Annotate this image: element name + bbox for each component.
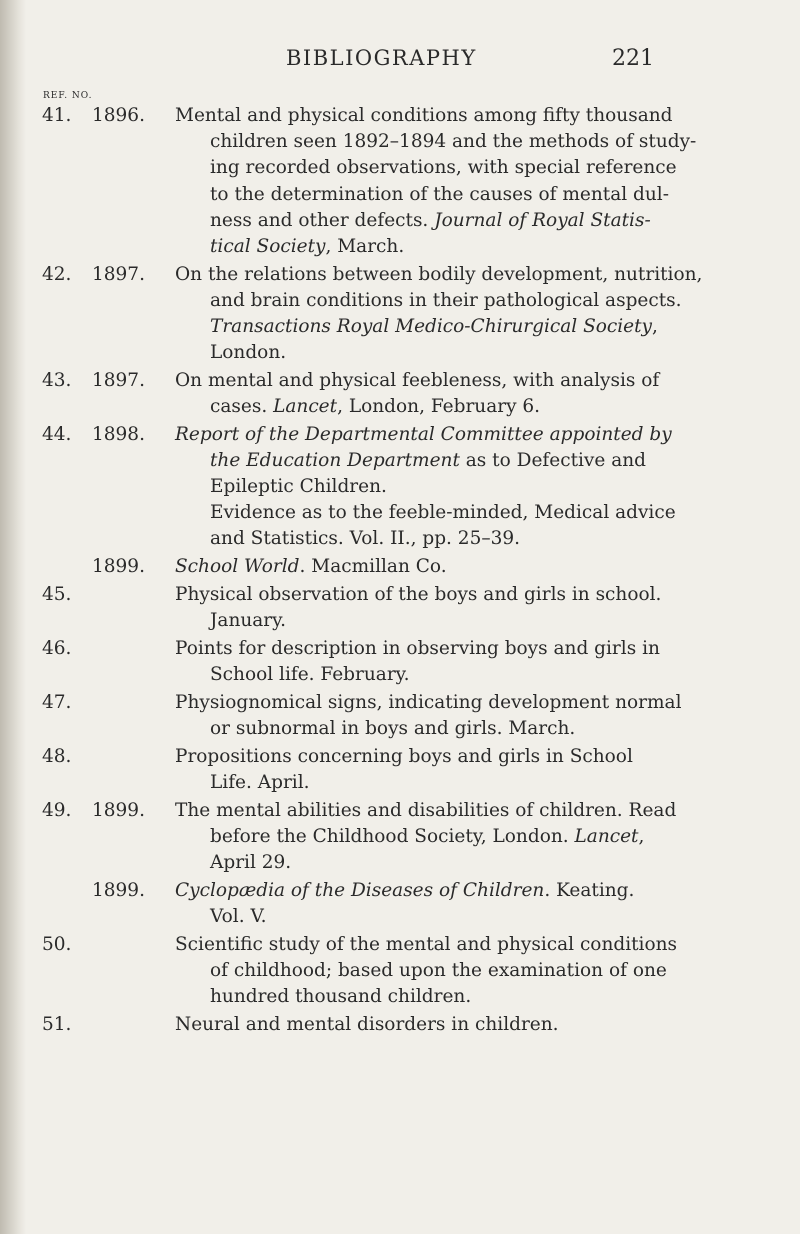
entry-year: 1897. [92,264,145,285]
running-header: BIBLIOGRAPHY [286,46,477,70]
entry-year: 1899. [92,556,145,577]
entry-line: April 29. [210,852,292,873]
ref-number: 41. [42,105,72,126]
entry-year: 1896. [92,105,145,126]
ref-number: 43. [42,370,72,391]
entry-line: School World. Macmillan Co. [175,556,447,577]
ref-number: 50. [42,934,72,955]
entry-line: Evidence as to the feeble-minded, Medical advice [210,502,676,523]
entry-line: ing recorded observations, with special reference [210,157,677,178]
entry-line: Neural and mental disorders in children. [175,1014,559,1035]
entry-line: Report of the Departmental Committee appointed by [175,424,672,445]
entry-line: cases. Lancet, London, February 6. [210,396,541,417]
entry-line: School life. February. [210,664,410,685]
ref-number: 49. [42,800,72,821]
entry-line: The mental abilities and disabilities of children. Read [175,800,677,821]
ref-number: 45. [42,584,72,605]
entry-line: London. [210,342,287,363]
page-number: 221 [612,46,654,71]
entry-line: of childhood; based upon the examination of one [210,960,667,981]
entry-line: Mental and physical conditions among fifty thousand [175,105,673,126]
ref-number: 51. [42,1014,72,1035]
entry-line: or subnormal in boys and girls. March. [210,718,576,739]
entry-year: 1897. [92,370,145,391]
entry-line: children seen 1892–1894 and the methods of study- [210,131,697,152]
entry-line: January. [210,610,287,631]
entry-year: 1898. [92,424,145,445]
ref-number: 44. [42,424,72,445]
ref-column-label: REF. NO. [43,91,93,101]
entry-line: to the determination of the causes of mental dul- [210,184,669,205]
entry-line: before the Childhood Society, London. Lancet, [210,826,645,847]
entry-line: the Education Department as to Defective and [210,450,646,471]
page-edge [0,0,26,1234]
entry-line: Cyclopædia of the Diseases of Children. Keating. [175,880,635,901]
entry-line: Physical observation of the boys and girls in school. [175,584,662,605]
entry-line: Propositions concerning boys and girls in School [175,746,633,767]
entry-line: and Statistics. Vol. II., pp. 25–39. [210,528,521,549]
entry-line: Life. April. [210,772,310,793]
entry-line: Epileptic Children. [210,476,387,497]
entry-line: Points for description in observing boys and girls in [175,638,660,659]
entry-year: 1899. [92,800,145,821]
entry-year: 1899. [92,880,145,901]
entry-line: and brain conditions in their pathological aspects. [210,290,682,311]
entry-line: ness and other defects. Journal of Royal Statis- [210,210,651,231]
entry-line: Physiognomical signs, indicating development normal [175,692,682,713]
entry-line: hundred thousand children. [210,986,472,1007]
entry-line: Scientific study of the mental and physical conditions [175,934,678,955]
entry-line: Transactions Royal Medico-Chirurgical Society, [210,316,658,337]
ref-number: 46. [42,638,72,659]
entry-line: Vol. V. [210,906,267,927]
entry-line: On the relations between bodily development, nutrition, [175,264,703,285]
entry-line: tical Society, March. [210,236,405,257]
ref-number: 42. [42,264,72,285]
ref-number: 48. [42,746,72,767]
entry-line: On mental and physical feebleness, with analysis of [175,370,660,391]
ref-number: 47. [42,692,72,713]
